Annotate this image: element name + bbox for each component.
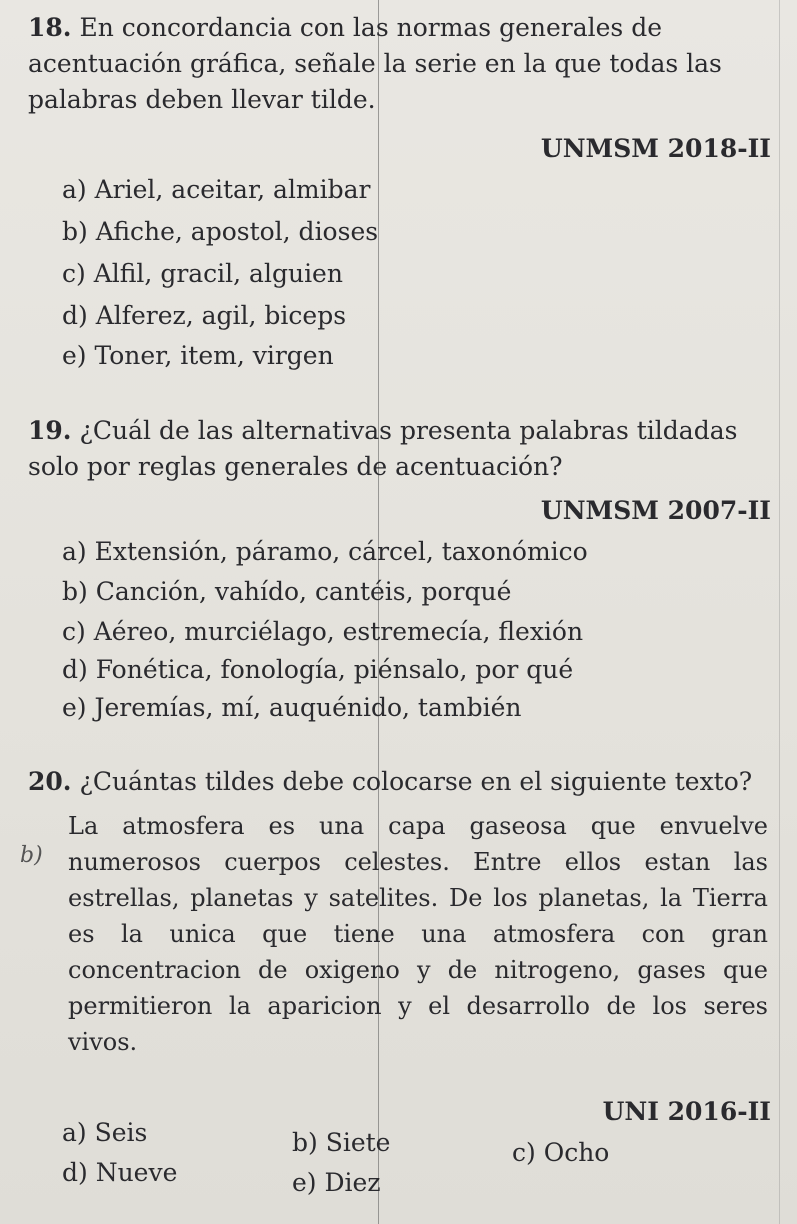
option-b: b) Afiche, apostol, dioses [62, 217, 379, 246]
question-number: 19. [28, 416, 72, 445]
option-c: c) Aéreo, murciélago, estremecía, flexión [62, 617, 584, 646]
option-e: e) Diez [292, 1168, 381, 1197]
question-stem: ¿Cuál de las alternativas presenta palabras tildadas solo por reglas generales de acentuación? [28, 416, 738, 481]
option-d: d) Alferez, agil, biceps [62, 301, 347, 330]
question-number: 18. [28, 13, 72, 42]
question-source: UNMSM 2007-II [540, 496, 771, 525]
question-number: 20. [28, 767, 72, 796]
question-20 [28, 764, 773, 800]
option-c: c) Alfil, gracil, alguien [62, 259, 343, 288]
question-source: UNI 2016-II [602, 1097, 771, 1126]
option-e: e) Jeremías, mí, auquénido, también [62, 693, 522, 722]
option-d: d) Nueve [62, 1158, 178, 1187]
option-a: a) Extensión, páramo, cárcel, taxonómico [62, 537, 588, 566]
question-stem: En concordancia con las normas generales de acentuación gráfica, señale la serie en la que todas las palabras deben llevar tilde. [28, 13, 722, 114]
question-19 [28, 413, 773, 485]
margin-line [779, 0, 780, 1224]
option-a: a) Seis [62, 1118, 148, 1147]
question-stem: ¿Cuántas tildes debe colocarse en el siguiente texto? [79, 767, 753, 796]
question-source: UNMSM 2018-II [540, 134, 771, 163]
option-b: b) Siete [292, 1128, 391, 1157]
option-c: c) Ocho [512, 1138, 610, 1167]
option-b: b) Canción, vahído, cantéis, porqué [62, 577, 512, 606]
option-e: e) Toner, item, virgen [62, 341, 334, 370]
question-passage: La atmosfera es una capa gaseosa que envuelve numerosos cuerpos celestes. Entre ellos estan las estrellas, planetas y satelites. De los planetas, la Tierra es la unica que tiene una atmosfera con gran concentracion de oxigeno y de nitrogeno, gases que permitieron la aparicion y el desarrollo de los seres vivos. [68, 812, 768, 1056]
question-18 [28, 10, 773, 118]
option-d: d) Fonética, fonología, piénsalo, por qué [62, 655, 574, 684]
handwritten-mark: b) [20, 843, 43, 868]
option-a: a) Ariel, aceitar, almibar [62, 175, 371, 204]
